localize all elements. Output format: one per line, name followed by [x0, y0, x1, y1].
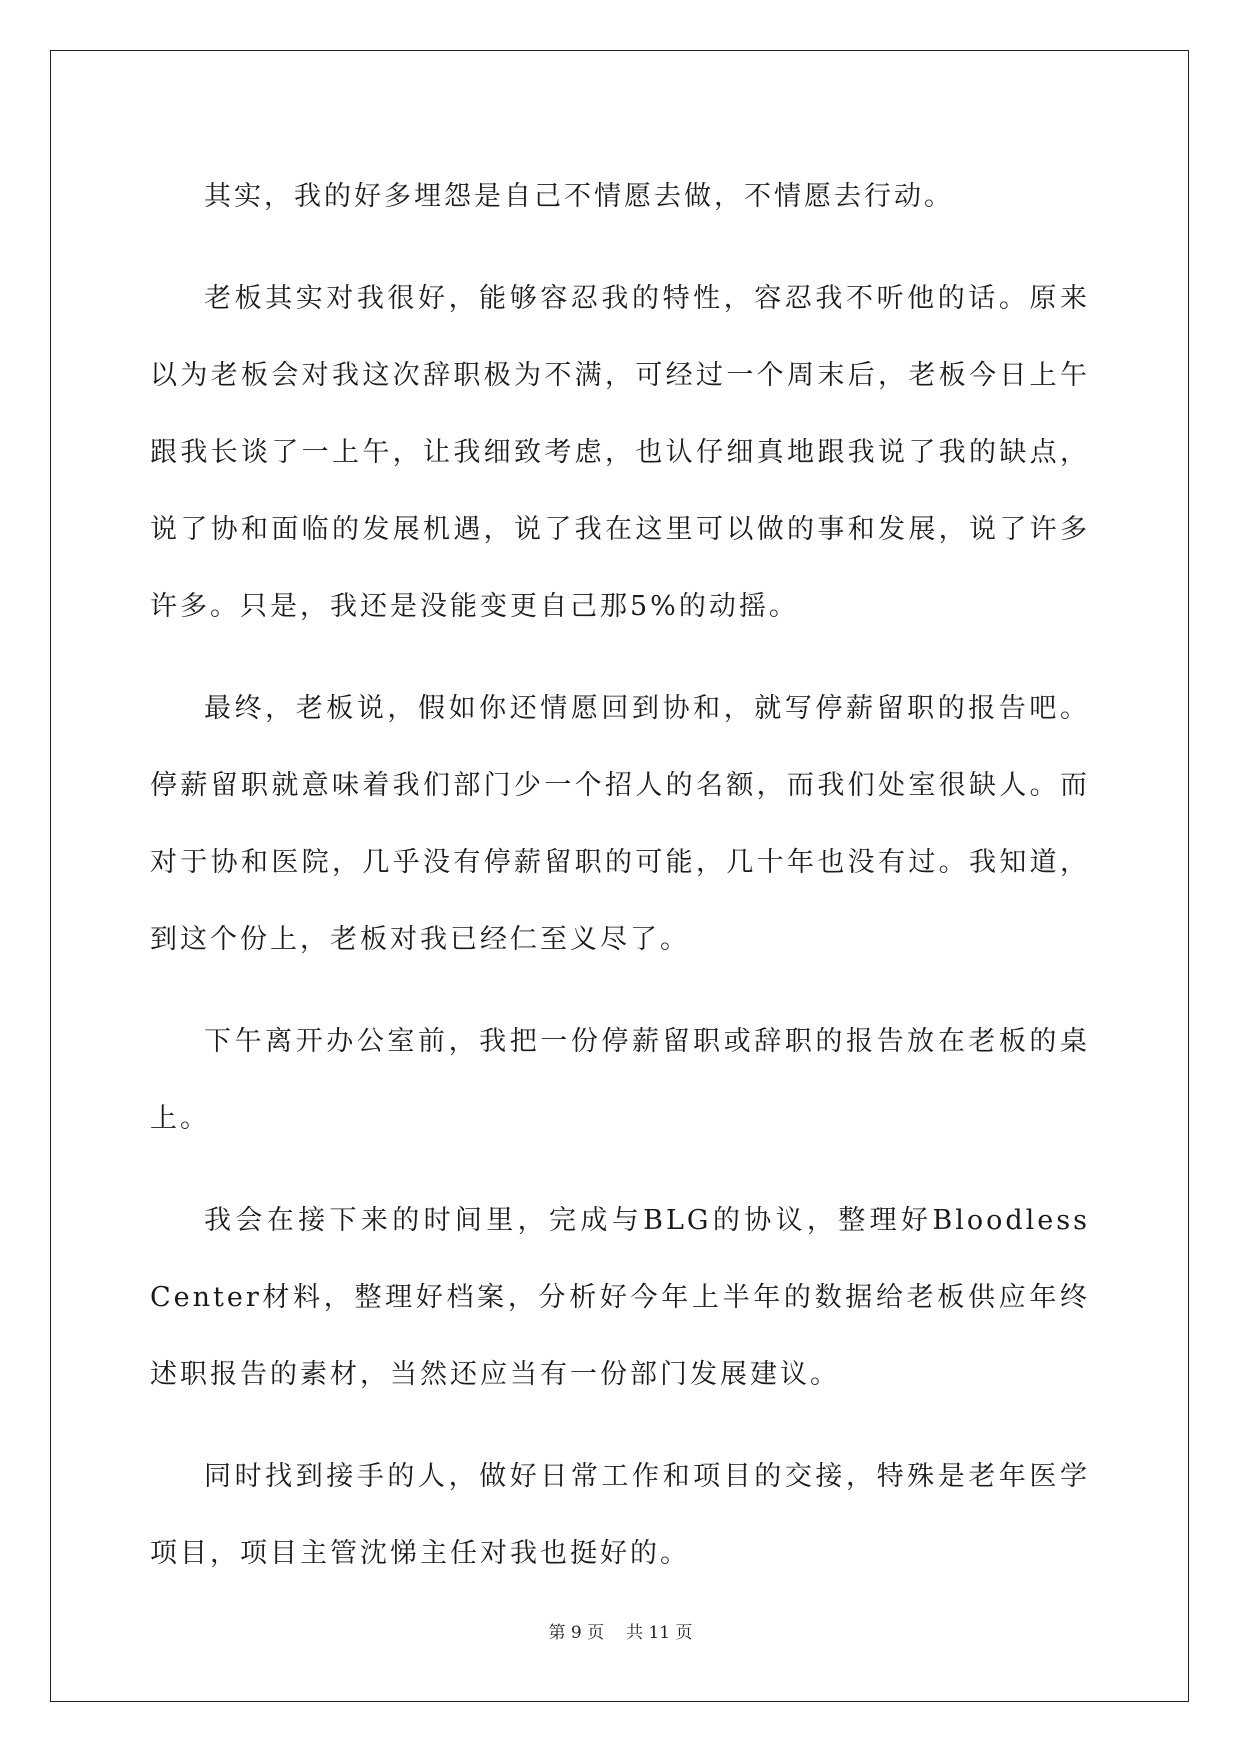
paragraph-2: 老板其实对我很好，能够容忍我的特性，容忍我不听他的话。原来以为老板会对我这次辞职极为不满，可经过一个周末后，老板今日上午跟我长谈了一上午，让我细致考虑，也认仔细真地跟我说了我的缺点，说了协和面临的发展机遇，说了我在这里可以做的事和发展，说了许多许多。只是，我还是没能变更自己那5%的动摇。 — [150, 283, 1090, 622]
page-footer — [0, 1618, 1241, 1643]
document-body — [150, 158, 1090, 1617]
page-total: 共 11 页 — [626, 1623, 693, 1643]
page-number: 第 9 页 — [548, 1623, 605, 1643]
paragraph-5: 我会在接下来的时间里，完成与BLG的协议，整理好Bloodless Center材料，整理好档案，分析好今年上半年的数据给老板供应年终述职报告的素材，当然还应当有一份部门发展建议。 — [150, 1205, 1090, 1390]
paragraph-6: 同时找到接手的人，做好日常工作和项目的交接，特殊是老年医学项目，项目主管沈悌主任对我也挺好的。 — [150, 1461, 1090, 1569]
paragraph-3: 最终，老板说，假如你还情愿回到协和，就写停薪留职的报告吧。停薪留职就意味着我们部门少一个招人的名额，而我们处室很缺人。而对于协和医院，几乎没有停薪留职的可能，几十年也没有过。我知道，到这个份上，老板对我已经仁至义尽了。 — [150, 693, 1090, 955]
paragraph-4: 下午离开办公室前，我把一份停薪留职或辞职的报告放在老板的桌上。 — [150, 1026, 1090, 1134]
paragraph-1: 其实，我的好多埋怨是自己不情愿去做，不情愿去行动。 — [204, 181, 954, 212]
